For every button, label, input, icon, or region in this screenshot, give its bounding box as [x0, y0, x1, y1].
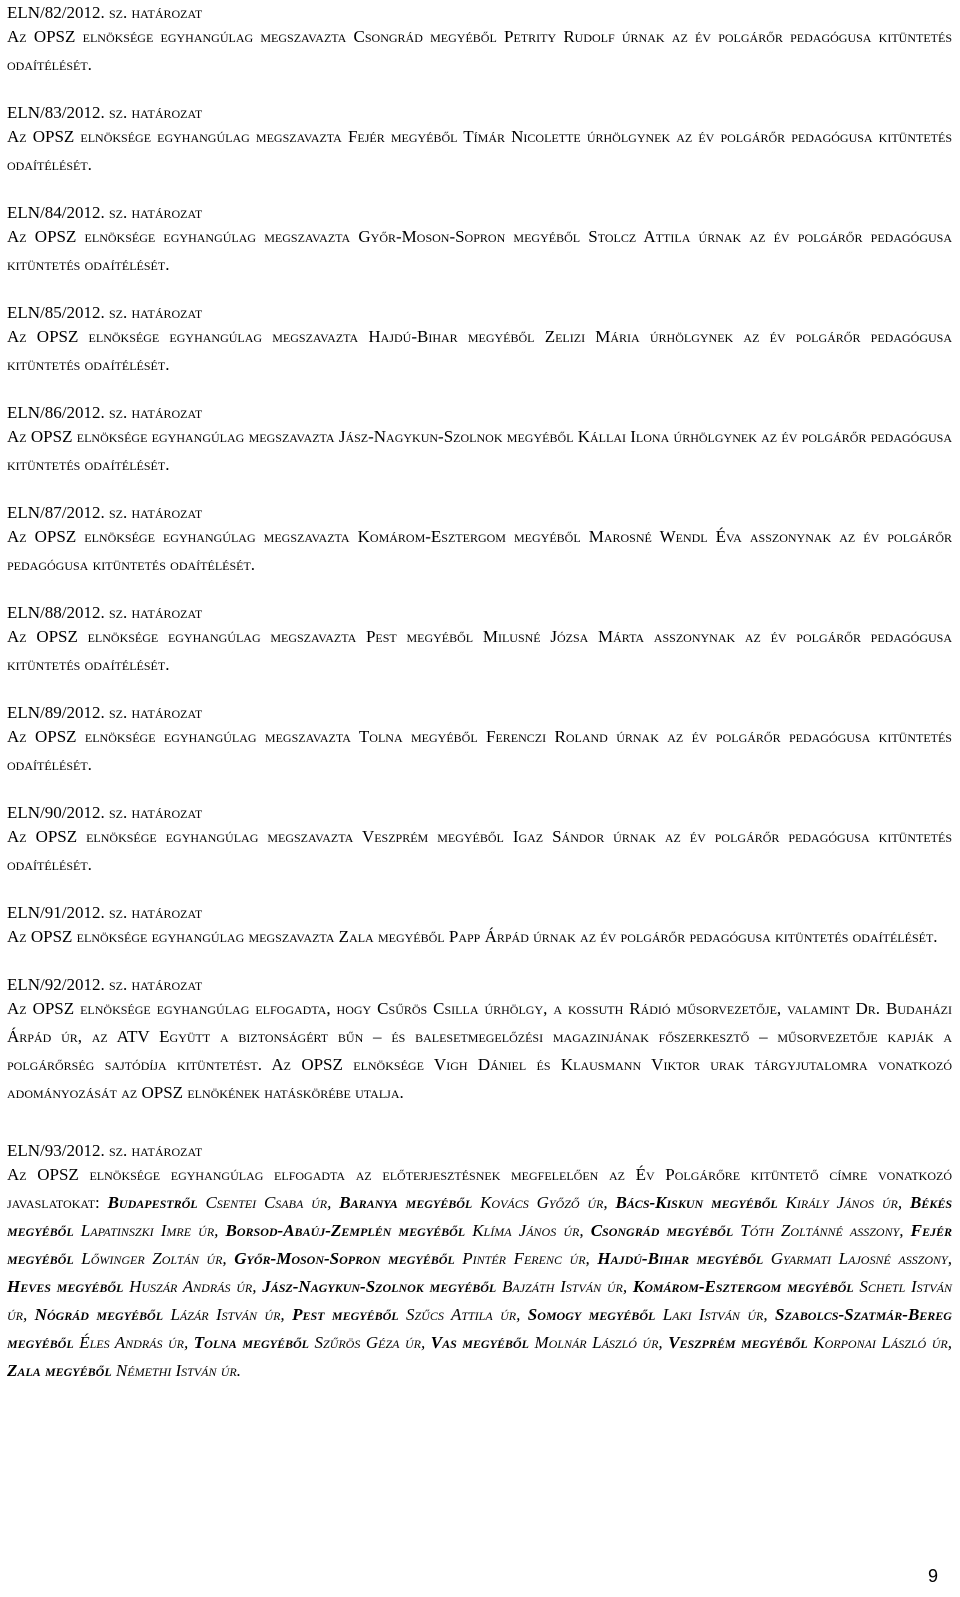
resolution-code: ELN/87/2012. sz. határozat — [7, 503, 203, 522]
resolution-93 — [7, 1141, 952, 1385]
award-county: Csongrád megyéből — [590, 1221, 734, 1240]
award-nominee: Lázár István úr, — [163, 1305, 293, 1324]
award-county: Nógrád megyéből — [34, 1305, 164, 1324]
resolution-code: ELN/86/2012. sz. határozat — [7, 403, 203, 422]
resolution-text: Az OPSZ elnöksége egyhangúlag megszavazta Győr-Moson-Sopron megyéből Stolcz Attila úrnak az év polgárőr pedagógusa kitüntetés odaítélését. — [7, 227, 952, 274]
award-nominee: Szűcs Attila úr, — [398, 1305, 528, 1324]
award-county: Szabolcs-Szatmár-Bereg megyéből — [7, 1305, 952, 1352]
award-county: Zala megyéből — [7, 1361, 112, 1380]
award-nominee: Lőwinger Zoltán úr, — [73, 1249, 235, 1268]
resolution-text — [7, 1161, 952, 1385]
resolution-82 — [7, 3, 952, 79]
resolution-89 — [7, 703, 952, 779]
resolution-text: Az OPSZ elnöksége egyhangúlag megszavazta Hajdú-Bihar megyéből Zelizi Mária úrhölgynek az év polgárőr pedagógusa kitüntetés odaítélését. — [7, 327, 952, 374]
award-county: Heves megyéből — [7, 1277, 124, 1296]
award-county: Budapestről — [107, 1193, 198, 1212]
award-nominee: Gyarmati Lajosné asszony, — [763, 1249, 952, 1268]
award-county: Komárom-Esztergom megyéből — [632, 1277, 854, 1296]
resolution-code: ELN/92/2012. sz. határozat — [7, 975, 203, 994]
resolution-text: Az OPSZ elnöksége egyhangúlag megszavazta Jász-Nagykun-Szolnok megyéből Kállai Ilona úrhölgynek az év polgárőr pedagógusa kitüntetés odaítélését. — [7, 427, 952, 474]
award-county: Jász-Nagykun-Szolnok megyéből — [262, 1277, 497, 1296]
award-county: Somogy megyéből — [527, 1305, 656, 1324]
resolution-text: Az OPSZ elnöksége egyhangúlag megszavazta Veszprém megyéből Igaz Sándor úrnak az év polgárőr pedagógusa kitüntetés odaítélését. — [7, 827, 952, 874]
resolution-text: Az OPSZ elnöksége egyhangúlag megszavazta Pest megyéből Milusné Józsa Márta asszonynak az év polgárőr pedagógusa kitüntetés odaítélését. — [7, 627, 952, 674]
resolution-90 — [7, 803, 952, 879]
award-county: Veszprém megyéből — [668, 1333, 808, 1352]
award-county: Fejér megyéből — [7, 1221, 952, 1268]
resolution-code: ELN/88/2012. sz. határozat — [7, 603, 203, 622]
award-county: Vas megyéből — [430, 1333, 529, 1352]
award-county: Borsod-Abaúj-Zemplén megyéből — [225, 1221, 466, 1240]
award-nominee: Király János úr, — [777, 1193, 910, 1212]
award-nominee: Molnár László úr, — [528, 1333, 669, 1352]
award-county: Győr-Moson-Sopron megyéből — [234, 1249, 455, 1268]
award-nominee: Korponai László úr, — [807, 1333, 952, 1352]
award-county: Baranya megyéből — [339, 1193, 473, 1212]
resolution-code: ELN/91/2012. sz. határozat — [7, 903, 203, 922]
resolution-85 — [7, 303, 952, 379]
award-county: Békés megyéből — [7, 1193, 952, 1240]
award-nominee: Némethi István úr. — [111, 1361, 241, 1380]
resolution-87 — [7, 503, 952, 579]
resolution-86 — [7, 403, 952, 479]
resolution-88 — [7, 603, 952, 679]
resolution-83 — [7, 103, 952, 179]
award-county: Pest megyéből — [292, 1305, 399, 1324]
resolution-text: Az OPSZ elnöksége egyhangúlag megszavazta Csongrád megyéből Petrity Rudolf úrnak az év polgárőr pedagógusa kitüntetés odaítélését. — [7, 27, 952, 74]
resolution-92 — [7, 975, 952, 1107]
award-nominee: Huszár András úr, — [123, 1277, 263, 1296]
resolution-intro: Az OPSZ elnöksége egyhangúlag elfogadta az előterjesztésnek megfelelően az Év Polgárőre kitüntető címre vonatkozó javaslatokat: — [7, 1165, 952, 1212]
resolution-code: ELN/93/2012. sz. határozat — [7, 1141, 203, 1160]
document-page — [7, 3, 952, 1385]
resolution-84 — [7, 203, 952, 279]
award-nominee: Kovács Győző úr, — [472, 1193, 616, 1212]
award-nominee: Schetl István úr, — [7, 1277, 952, 1324]
award-county: Hajdú-Bihar megyéből — [597, 1249, 764, 1268]
resolution-text: Az OPSZ elnöksége egyhangúlag megszavazta Komárom-Esztergom megyéből Marosné Wendl Éva asszonynak az év polgárőr pedagógusa kitüntetés odaítélését. — [7, 527, 952, 574]
resolution-91 — [7, 903, 952, 951]
resolution-code: ELN/89/2012. sz. határozat — [7, 703, 203, 722]
resolution-code: ELN/84/2012. sz. határozat — [7, 203, 203, 222]
award-county: Tolna megyéből — [193, 1333, 309, 1352]
award-nominee: Pintér Ferenc úr, — [454, 1249, 598, 1268]
resolution-text: Az OPSZ elnöksége egyhangúlag megszavazta Zala megyéből Papp Árpád úrnak az év polgárőr pedagógusa kitüntetés odaítélését. — [7, 927, 938, 946]
resolution-text: Az OPSZ elnöksége egyhangúlag elfogadta, hogy Csűrös Csilla úrhölgy, a kossuth Rádió műsorvezetője, valamint Dr. Budaházi Árpád úr, az ATV Együtt a biztonságért bűn – és balesetmegelőzési magazinjának főszerkesztő – műsorvezetője kapják a polgárőrség sajtódíja kitüntetést. Az OPSZ elnöksége Vigh Dániel és Klausmann Viktor urak tárgyjutalomra vonatkozó adományozását az OPSZ elnökének hatáskörébe utalja. — [7, 999, 952, 1102]
award-nominee: Lapatinszki Imre úr, — [73, 1221, 226, 1240]
resolution-code: ELN/90/2012. sz. határozat — [7, 803, 203, 822]
award-nominee: Csentei Csaba úr, — [197, 1193, 340, 1212]
page-number: 9 — [927, 1566, 938, 1586]
award-nominee: Szűrös Géza úr, — [309, 1333, 431, 1352]
award-nominee: Laki István úr, — [655, 1305, 776, 1324]
resolution-code: ELN/82/2012. sz. határozat — [7, 3, 203, 22]
award-county: Bács-Kiskun megyéből — [615, 1193, 778, 1212]
award-nominee: Éles András úr, — [73, 1333, 194, 1352]
resolution-text: Az OPSZ elnöksége egyhangúlag megszavazta Fejér megyéből Tímár Nicolette úrhölgynek az év polgárőr pedagógusa kitüntetés odaítélését. — [7, 127, 952, 174]
award-list — [7, 1193, 952, 1380]
resolution-code: ELN/83/2012. sz. határozat — [7, 103, 203, 122]
award-nominee: Bajzáth István úr, — [496, 1277, 633, 1296]
award-nominee: Klíma János úr, — [465, 1221, 591, 1240]
resolution-code: ELN/85/2012. sz. határozat — [7, 303, 203, 322]
resolution-text: Az OPSZ elnöksége egyhangúlag megszavazta Tolna megyéből Ferenczi Roland úrnak az év polgárőr pedagógusa kitüntetés odaítélését. — [7, 727, 952, 774]
award-nominee: Tóth Zoltánné asszony, — [733, 1221, 911, 1240]
